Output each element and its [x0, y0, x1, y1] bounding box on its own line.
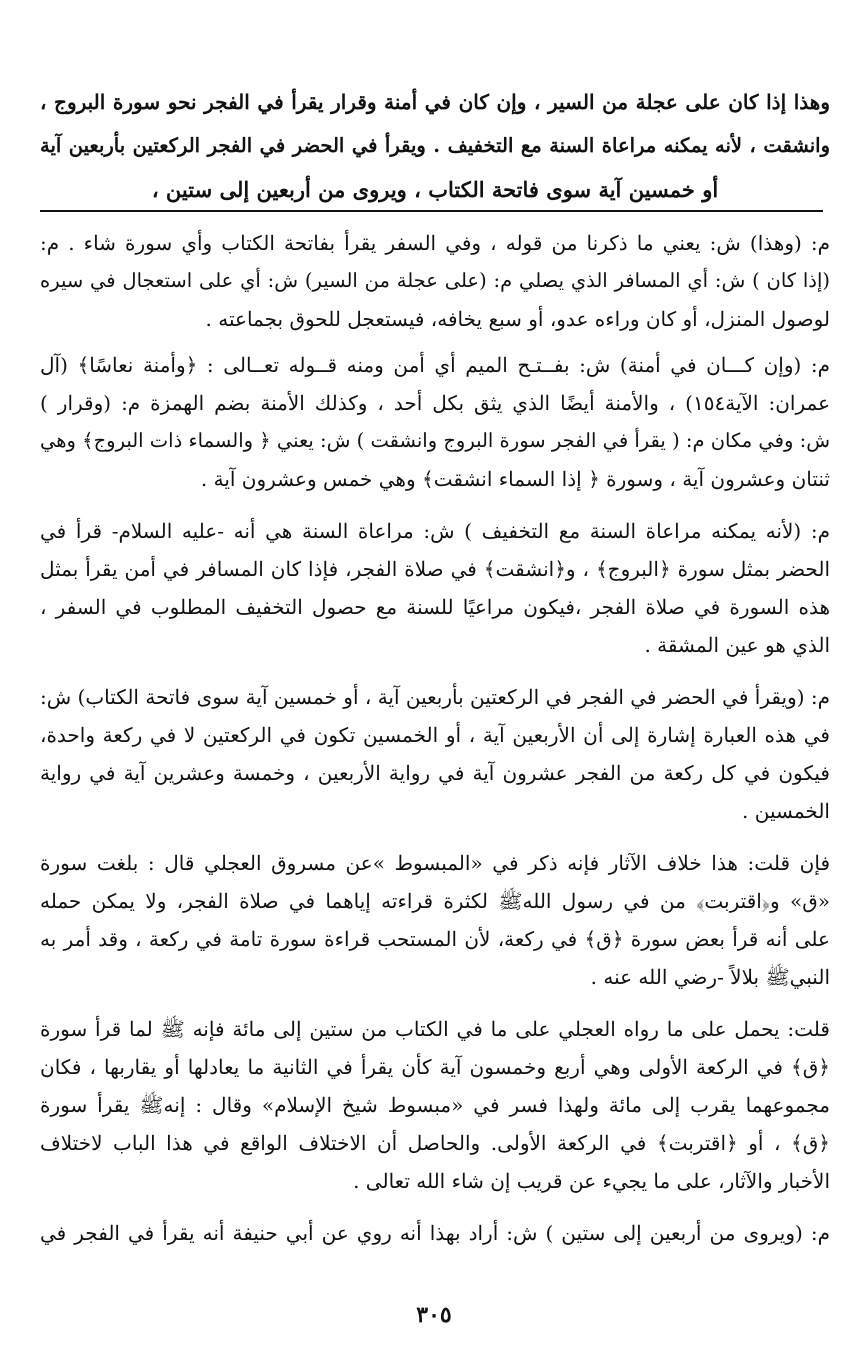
commentary-line: ﴿ق﴾ في الركعة الأولى وهي أربع وخمسون آية كأن يقرأ في الثانية ما يعادلها أو يقاربها ، فكان [40, 1055, 830, 1079]
commentary-line: الذي هو عين المشقة . [644, 633, 830, 657]
commentary-line: النبيﷺ بلالاً -رضي الله عنه . [590, 965, 830, 989]
commentary-line: ش: وفي مكان م: ( يقرأ في الفجر سورة البروج وانشقت ) ش: يعني ﴿ والسماء ذات البروج﴾ وهي [40, 429, 830, 452]
commentary-line: ﴿ق﴾ ، أو ﴿اقتربت﴾ في الركعة الأولى. والحاصل أن الاختلاف الواقع في هذا الباب لاختلاف [40, 1131, 830, 1155]
commentary-line: قلت: يحمل على ما رواه العجلي على ما في الكتاب من ستين إلى مائة فإنه ﷺ لما قرأ سورة [40, 1017, 830, 1041]
commentary-line: في هذه العبارة إشارة إلى أن الأربعين آية ، أو الخمسين تكون في الركعتين لا في ركعة واحدة، [40, 723, 830, 747]
commentary-line: الخمسين . [742, 799, 830, 823]
commentary-paragraph [40, 1214, 830, 1252]
commentary-line: م: (وإن كـــان في أمنة) ش: بفــتـح الميم أي أمن ومنه قــوله تعــالى : ﴿وأمنة نعاسًا﴾ (آل [40, 353, 830, 377]
commentary-paragraph [40, 1010, 830, 1200]
commentary-line: الحضر بمثل سورة ﴿البروج﴾ ، و﴿انشقت﴾ في صلاة الفجر، فإذا كان المسافر في أمن يقرأ بمثل [40, 557, 830, 581]
matn-text-block [40, 80, 830, 212]
commentary-line: «ق» و﴿اقتربت﴾ من في رسول اللهﷺ لكثرة قراءته إياهما في صلاة الفجر، ولا يمكن حمله [40, 889, 830, 913]
commentary-line: فإن قلت: هذا خلاف الآثار فإنه ذكر في «المبسوط »عن مسروق العجلي قال : بلغت سورة [40, 851, 830, 875]
commentary-block [40, 224, 830, 1260]
commentary-line: (إذا كان ) ش: أي المسافر الذي يصلي م: (على عجلة من السير) ش: أي على استعجال في سيره [40, 269, 830, 292]
matn-line: وهذا إذا كان على عجلة من السير ، وإن كان في أمنة وقرار يقرأ في الفجر نحو سورة البروج ، [40, 90, 830, 114]
commentary-line: م: (ويروى من أربعين إلى ستين ) ش: أراد بهذا أنه روي عن أبي حنيفة أنه يقرأ في الفجر في [40, 1221, 830, 1245]
commentary-line: ثنتان وعشرون آية ، وسورة ﴿ إذا السماء انشقت﴾ وهي خمس وعشرون آية . [200, 467, 830, 491]
commentary-paragraph [40, 678, 830, 830]
commentary-line: م: (وهذا) ش: يعني ما ذكرنا من قوله ، وفي السفر يقرأ بفاتحة الكتاب وأي سورة شاء . م: [40, 231, 830, 255]
page-number: ٣٠٥ [416, 1302, 452, 1328]
matn-line: أو خمسين آية سوى فاتحة الكتاب ، ويروى من أربعين إلى ستين ، [151, 177, 719, 202]
commentary-line: م: (لأنه يمكنه مراعاة السنة مع التخفيف ) ش: مراعاة السنة هي أنه -عليه السلام- قرأ في [40, 519, 830, 543]
commentary-line: مجموعهما يقرب إلى مائة ولهذا فسر في «مبسوط شيخ الإسلام» وقال : إنهﷺ يقرأ سورة [40, 1093, 830, 1117]
commentary-paragraph [40, 512, 830, 664]
section-divider [40, 210, 823, 212]
commentary-paragraph [40, 844, 830, 996]
commentary-line: هذه السورة في صلاة الفجر ،فيكون مراعيًا للسنة مع حصول التخفيف المطلوب في السفر ، [40, 595, 830, 619]
matn-line: وانشقت ، لأنه يمكنه مراعاة السنة مع التخفيف . ويقرأ في الحضر في الفجر الركعتين بأربعين آية [40, 134, 830, 157]
commentary-line: لوصول المنزل، أو كان وراءه عدو، أو سبع يخافه، فيستعجل للحوق بجماعته . [205, 307, 830, 331]
commentary-line: عمران: الآية١٥٤) ، والأمنة أيضًا الذي يثق بكل أحد ، وكذلك الأمنة بضم الهمزة م: (وقرار ) [40, 391, 830, 415]
commentary-line: الأخبار والآثار، على ما يجيء عن قريب إن شاء الله تعالى . [353, 1169, 830, 1193]
commentary-line: فيكون في كل ركعة من الفجر عشرون آية في رواية الأربعين ، وخمسة وعشرين آية في رواية [40, 761, 830, 785]
commentary-paragraph [40, 224, 830, 338]
commentary-line: م: (ويقرأ في الحضر في الفجر في الركعتين بأربعين آية ، أو خمسين آية سوى فاتحة الكتاب) ش: [40, 685, 830, 709]
commentary-paragraph [40, 346, 830, 498]
commentary-line: على أنه قرأ بعض سورة ﴿ق﴾ في ركعة، لأن المستحب قراءة سورة تامة في ركعة ، وقد أمر به [40, 927, 830, 951]
